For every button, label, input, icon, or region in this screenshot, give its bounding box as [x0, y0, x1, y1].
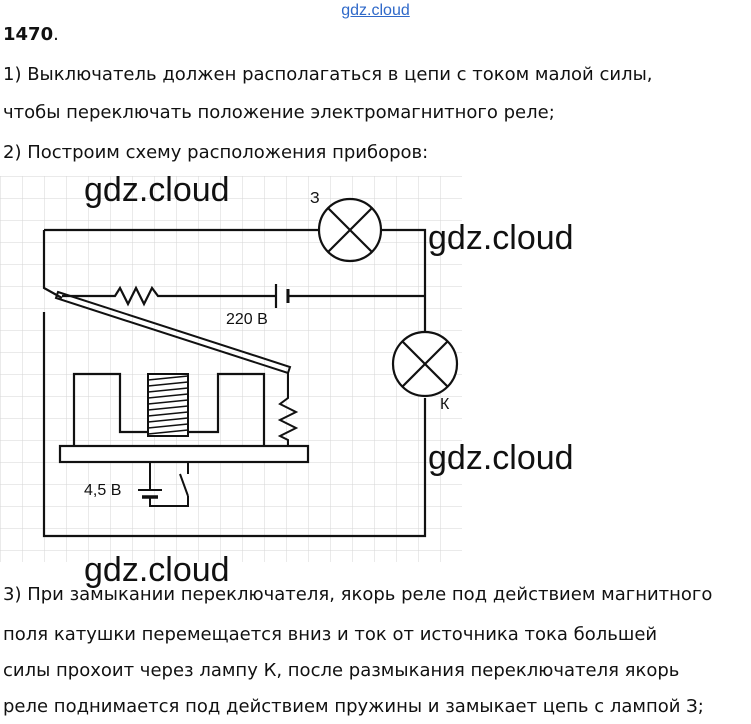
site-watermark-top: gdz.cloud: [341, 2, 410, 19]
problem-number: 1470: [3, 24, 54, 45]
paragraph-6: силы прохоит через лампу К, после размыкания переключателя якорь: [3, 660, 680, 681]
lamp-right: [393, 332, 457, 396]
watermark-3: gdz.cloud: [428, 439, 574, 477]
watermark-4: gdz.cloud: [84, 551, 230, 589]
low-voltage-label: 4,5 В: [84, 482, 122, 499]
watermark-2: gdz.cloud: [428, 219, 574, 257]
watermark-1: gdz.cloud: [84, 171, 230, 209]
lamp-top-label: З: [310, 190, 320, 207]
paragraph-5: поля катушки перемещается вниз и ток от источника тока большей: [3, 624, 658, 645]
paragraph-3: 2) Построим схему расположения приборов:: [3, 142, 429, 163]
paragraph-7: реле поднимается под действием пружины и замыкает цепь с лампой З;: [3, 696, 704, 717]
lamp-right-label: К: [440, 396, 450, 413]
problem-number-suffix: .: [53, 24, 59, 45]
paragraph-1: 1) Выключатель должен располагаться в цепи с током малой силы,: [3, 64, 653, 85]
relay-base: [60, 446, 308, 462]
paragraph-2: чтобы переключать положение электромагнитного реле;: [3, 102, 555, 123]
paragraph-4: 3) При замыкании переключателя, якорь реле под действием магнитного: [3, 584, 713, 605]
coil: [148, 374, 188, 436]
high-voltage-label: 220 В: [226, 311, 268, 328]
lamp-top: [319, 199, 381, 261]
